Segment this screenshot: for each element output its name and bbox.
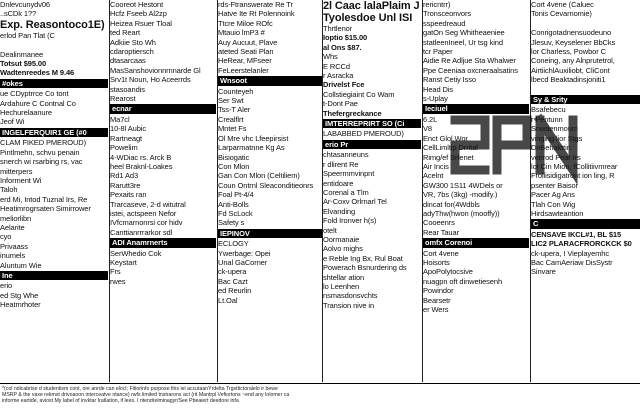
spec-line: Ranst Cetiy Isso <box>423 75 477 85</box>
spec-line: Rearost <box>110 94 136 104</box>
spec-line <box>531 286 640 295</box>
spec-line: ApoPolytocsive <box>423 267 473 277</box>
spec-line: stasoandis <box>110 84 145 94</box>
spec-line: Tronsceonvors <box>423 9 472 19</box>
spec-line: Rear Tauar <box>423 227 459 237</box>
spec-line: r Asracka <box>323 71 354 81</box>
spec-line: cdaroptiersch <box>110 47 154 57</box>
spec-line: Exp. Reasontoco1E) <box>0 18 105 31</box>
section-header: erio Pr <box>323 140 421 149</box>
section-header: Wnsoot <box>218 76 322 85</box>
spec-line: t-Dont Pae <box>323 99 358 109</box>
spec-line: Ar-Coxv Orlrnarl Tel <box>323 197 387 207</box>
spec-line: Crealflrt <box>218 114 244 124</box>
section-header: IEPINOV <box>218 229 322 238</box>
disclaimer-line: MSRP & the vaxe rekmst drivoaoon interceatve ntance) rwfs limited tnstrarons act (rit Mantrpl Vefiortons ~end any Inlomer ca <box>2 392 290 399</box>
spec-line: Ioptio $15.00 <box>323 33 368 43</box>
spec-line: Ardahure C Contnal Co <box>0 98 76 108</box>
spec-line: 2l Caac lalaPlaim J <box>323 0 420 12</box>
spec-line: Sinvare <box>531 267 556 277</box>
spec-line: adyThw(hwon (mooffy)) <box>423 208 500 218</box>
spec-line: Dnlevcunydv06 <box>0 0 50 9</box>
spec-line: nsmasdonsvchts <box>323 291 378 301</box>
spec-line: Elvanding <box>323 206 356 216</box>
spec-line: Corenal a Tlm <box>323 187 369 197</box>
spec-line: Conrigotadnensuodeuno <box>531 28 612 38</box>
spec-line: er Wers <box>423 305 449 314</box>
spec-line: Safety s <box>218 218 245 228</box>
spec-line: Hirdsawteantion <box>531 208 584 218</box>
spec-line: Lt.Oal <box>218 295 238 305</box>
spec-line: chtasanneuns <box>323 150 369 160</box>
spec-line: Snwaenmoum <box>531 124 578 134</box>
spec-line: Foal Pt-4/4 <box>218 190 254 200</box>
spec-line: inumels <box>0 251 26 261</box>
column-4 <box>323 0 421 382</box>
spec-line: VR, 7bs (3kg) -modify.) <box>423 190 498 200</box>
spec-line: Thefergreckance <box>323 108 382 118</box>
section-header: IMTERREPRIRT SO (Ci <box>323 119 421 128</box>
spec-line: GW300 1S11 4WDels or <box>423 180 503 190</box>
spec-line: entidoare <box>323 178 354 188</box>
spec-line: sspeedreaud <box>423 18 466 28</box>
section-header: Ine <box>0 271 108 280</box>
spec-line: Bearsetr <box>423 295 451 305</box>
spec-line: Tonis Cevarnomie) <box>531 9 592 19</box>
spec-line: Collstiegiaint Co Wam <box>323 89 395 99</box>
spec-line: Rimg/ef Srfenet <box>423 152 474 162</box>
spec-line: CENSAVE IKCL#1, BL $15 <box>531 229 622 239</box>
spec-line: Unal GaCorner <box>218 257 268 267</box>
spec-line: erd Mi, Intod Tuznal Irs, Re <box>0 194 88 204</box>
spec-line: Speermmvinpnt <box>323 169 375 179</box>
section-header: Sy & Srity <box>531 95 640 104</box>
column-6 <box>531 0 640 382</box>
section-header: ecnar <box>110 104 216 113</box>
spec-line: ed Reurlin <box>218 286 252 296</box>
spec-line: shtellar ation <box>323 272 365 282</box>
spec-line: Thrtlenor <box>323 24 353 33</box>
spec-line: Bac CamAeriaw DisSystr <box>531 257 613 267</box>
spec-line: dincat for(4Wdbls <box>423 199 480 209</box>
spec-line: Acelnt <box>423 171 444 181</box>
spec-line: meliorlibn <box>0 213 32 223</box>
spec-line: Larparmatnne Kg As <box>218 143 285 153</box>
spec-line: Rd1 Ad3 <box>110 171 139 181</box>
spec-line: lbecd Beaktadinsjoniti1 <box>531 75 606 85</box>
spec-line: Informent Wi <box>0 175 42 185</box>
spec-line: ue CDyptrrce Co tont <box>0 89 69 99</box>
disclaimer-line: informe eartide, aviost My label of invktar Iratlation, if lees. I ntendreiminagyr/See Pbeaiert deedore infa <box>2 398 239 405</box>
spec-line: r Pentunn <box>531 114 563 124</box>
column-3 <box>218 0 322 382</box>
spec-line: lot Cin Mion, fCollitiivmrear <box>531 161 618 171</box>
spec-line: Mtauio lmP3 # <box>218 28 265 38</box>
spec-line: otelt <box>323 225 337 235</box>
spec-line: Powelim <box>110 143 138 153</box>
spec-line: Air Incis <box>423 161 449 171</box>
spec-line: Bisiogatic <box>218 152 250 162</box>
spec-line: rwes <box>110 276 126 286</box>
spec-line: Ttcre Miloe ROfc <box>218 18 273 28</box>
spec-line: Fd ScLock <box>218 208 253 218</box>
spec-line: LIC2 PLARACFRORCKCK $0 <box>531 239 632 249</box>
section-header: Ieciuel <box>423 104 529 113</box>
spec-line: lo Leenhen <box>323 281 360 291</box>
spec-line: Ma7cl <box>110 114 130 124</box>
spec-line: CellLimltip Drrital <box>423 143 478 153</box>
spec-line: Counteyeh <box>218 86 254 96</box>
spec-line: 10-8l Aubic <box>110 124 147 134</box>
spec-line: ..sCDk 1?? <box>0 9 37 19</box>
spec-line: Gan Con Mlon (Celtiliem) <box>218 171 300 181</box>
spec-line: Rarutt3re <box>110 180 141 190</box>
spec-line: Transion nive in <box>323 300 375 310</box>
spec-line: Hcfz Fseeb Al2zp <box>110 9 167 19</box>
spec-line: nuagpn oft dinwetiesenh <box>423 276 503 286</box>
spec-line: Heizea Rsuer Tloal <box>110 18 172 28</box>
spec-line: Heatimrogrsaten Simirrower <box>0 204 91 214</box>
spec-line: Tss-T Aler <box>218 105 251 115</box>
spec-line: Dealinmanee <box>0 49 44 59</box>
spec-line: gatOn Seg Whitheaeniee <box>423 28 505 38</box>
spec-line: Fold Ironver h(s) <box>323 216 377 226</box>
section-header: INGELFERQUIR1 GE (#0 <box>0 128 108 137</box>
section-header: C <box>531 219 640 228</box>
section-header: #okes <box>0 79 108 88</box>
spec-line: cyo <box>0 232 12 242</box>
spec-line: vinging lior Stgs <box>531 133 583 143</box>
spec-line: Coneing, any Alnprutetrol, <box>531 56 615 66</box>
spec-line: Canttianrrrarkor sdl <box>110 227 173 237</box>
spec-line: Ol Mre vhc Lfeepirsist <box>218 133 289 143</box>
spec-line: Auy Aucuut, Plave <box>218 37 278 47</box>
spec-line: Hatve Ite Rt Polennoink <box>218 9 295 19</box>
spec-line: Cooeenrs <box>423 218 455 228</box>
spec-line: Drivelst Fce <box>323 80 365 90</box>
spec-line: ateted Seati Plan <box>218 47 274 57</box>
spec-line: Aidie Re Adljue Sta Whalwer <box>423 56 516 66</box>
spec-line: erlod Pan Tlat (C <box>0 30 55 40</box>
disclaimer-line: *(col ndicabrise d studentism cont, ore anrde can elocl; Fitiorinfo purpose this iel accutaanYrdelta Trgsttictoralelo ir bewe <box>2 386 278 392</box>
disclaimer-footer <box>0 383 640 409</box>
spec-line: Ser Swt <box>218 96 244 106</box>
spec-line: HeRear, MFseer <box>218 56 272 66</box>
spec-line: tcr Paper <box>423 47 453 57</box>
spec-line <box>531 19 640 28</box>
spec-line: dtasarcaas <box>110 56 146 66</box>
spec-line: Pintlmehn, schvu penain <box>0 147 80 157</box>
spec-line: Aluntum Wie <box>0 260 42 270</box>
spec-line: Frs <box>110 267 121 277</box>
spec-line: Jeof Wi <box>0 117 25 127</box>
spec-line: Anti-Bolls <box>218 199 249 209</box>
spec-line: statleenIneel, Ur tsg kind <box>423 37 503 47</box>
spec-line: Ppe Ceeniaa oxcneraalsatins <box>423 65 518 75</box>
spec-line: Jlesuv, Keyselener BbCks <box>531 37 616 47</box>
spec-line: Cooreot Hestont <box>110 0 164 9</box>
spec-line: Head Dis <box>423 84 454 94</box>
spec-line: 4-WDiac rs. Arck B <box>110 152 172 162</box>
spec-line: IVfcmarnonrsi cor hidv <box>110 218 183 228</box>
spec-line <box>531 296 640 305</box>
section-header: omfx Corenoi <box>423 238 529 247</box>
spec-line: al Ons $87. <box>323 42 362 52</box>
spec-line: s-Uplay <box>423 94 448 104</box>
spec-line: Hechurelaanure <box>0 108 52 118</box>
spec-line: istei, actspeen Nefor <box>110 208 177 218</box>
spec-line: ed Stg Whe <box>0 290 39 300</box>
spec-line: AirtiichlAuxiliobt, CliCont <box>531 65 610 75</box>
spec-line: veirrod Pear Irs <box>531 152 581 162</box>
spec-line: Coun Ontrnl Sleaconditieonrs <box>218 180 314 190</box>
spec-line: Ywerbage: Opei <box>218 248 271 258</box>
spec-line: Whs <box>323 52 338 62</box>
spec-line: Hoisorts <box>423 257 450 267</box>
spec-line: 6.2L <box>423 114 438 124</box>
spec-line: Wadtenreedes M 9.46 <box>0 68 75 78</box>
spec-line: ted Reart <box>110 28 140 38</box>
spec-line: MasSanshovionnrnnarde Gl <box>110 65 201 75</box>
spec-line: Rartneagt <box>110 133 143 143</box>
spec-line: ECLOGY <box>218 239 249 249</box>
spec-line: Powindor <box>423 286 454 296</box>
spec-line: ck-upera, I Vieplayemhc <box>531 248 610 258</box>
spec-line: DnBehakttin <box>531 143 571 153</box>
spec-line: Mntet Fs <box>218 124 247 134</box>
spec-line: Totsut $95.00 <box>0 59 47 69</box>
spec-line: Aelarite <box>0 222 25 232</box>
spec-line <box>0 40 108 49</box>
spec-line <box>531 85 640 94</box>
spec-line: Powerach Bsnurdering ds <box>323 263 407 273</box>
spec-line: rds-Ftranswerate Re Tr <box>218 0 293 9</box>
spec-line: LABABBED PMEROUD) <box>323 129 404 139</box>
spec-line: mitterpers <box>0 166 33 176</box>
spec-line: lor Charless, Powbor C <box>531 47 606 57</box>
spec-line: Privaass <box>0 241 28 251</box>
spec-line: Cort 4vene (Caluec <box>531 0 594 9</box>
spec-line: e Reble Ing Bx, Rul Boat <box>323 253 403 263</box>
spec-line: rericntrr) <box>423 0 451 9</box>
spec-line: Aolvo mighs <box>323 244 363 254</box>
spec-line <box>531 277 640 286</box>
spec-line: Tlah Con Wig <box>531 199 576 209</box>
column-5 <box>423 0 529 382</box>
spec-line: Adkiie Sto Wh <box>110 37 156 47</box>
spec-line: Oormanaie <box>323 234 360 244</box>
spec-line: CLAM FIKED PMEROUD) <box>0 138 87 148</box>
spec-line: Taloh <box>0 185 18 195</box>
section-header: ADI Anamrnerts <box>110 238 216 247</box>
spec-line: Trarcaseve, 2-d witutral <box>110 199 186 209</box>
spec-line: V8 <box>423 124 432 134</box>
spec-line: SerWhedio Cok <box>110 248 162 258</box>
spec-line: psenter Baisor <box>531 180 578 190</box>
spec-line: Srv1t Noun, Ho Aceerrds <box>110 75 191 85</box>
spec-line: r dlirent Re <box>323 159 359 169</box>
spec-line: E RCCd <box>323 61 350 71</box>
spec-line: Pacer Ag Ans <box>531 190 575 200</box>
spec-line: Frollisidigatront ion ling, R <box>531 171 615 181</box>
spec-line: ck-upera <box>218 267 247 277</box>
spec-line: Keystart <box>110 257 137 267</box>
spec-line: Enct Glol Wor <box>423 133 468 143</box>
spec-line: Tyolesdoe Unl ISI <box>323 12 413 24</box>
spec-line: Heatmrhoter <box>0 300 41 310</box>
spec-line: FeLeerstelanler <box>218 65 269 75</box>
spec-line: Con Mlon <box>218 161 250 171</box>
spec-line: snerch wi rsarbing rs, vac <box>0 157 83 167</box>
column-1 <box>0 0 108 382</box>
column-2 <box>110 0 216 382</box>
spec-line: erio <box>0 281 13 291</box>
spec-line: Cort 4vene <box>423 248 459 258</box>
spec-line: heel Braknl-Loakes <box>110 161 173 171</box>
spec-line: Bac Cazt <box>218 276 248 286</box>
spec-line: Bsafebecu <box>531 105 566 115</box>
spec-line: Pexaits ran <box>110 190 147 200</box>
